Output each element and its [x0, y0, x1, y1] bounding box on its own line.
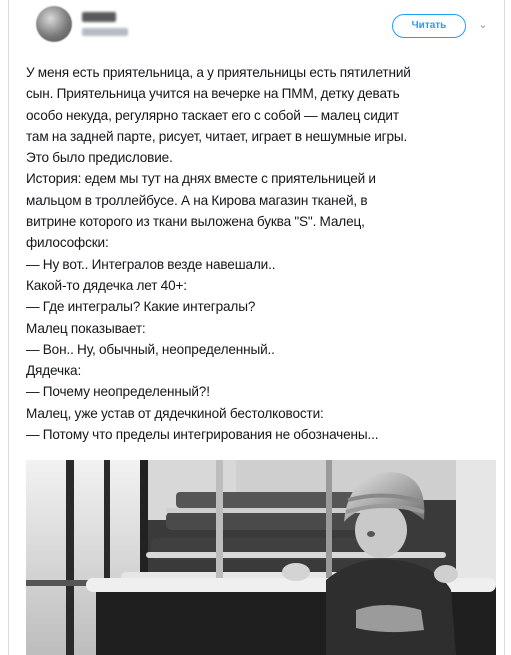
bus-photo-illustration: [26, 460, 496, 655]
author-name[interactable]: [82, 12, 116, 22]
tweet-line: сын. Приятельница учится на вечерке на ПММ, детку девать: [26, 86, 400, 102]
tweet-line: — Ну вот.. Интегралов везде навешали..: [26, 256, 276, 272]
tweet-line: философски:: [26, 235, 109, 251]
tweet-line: мальцом в троллейбусе. А на Кирова магазин тканей, в: [26, 192, 368, 208]
tweet-line: Малец показывает:: [26, 320, 146, 336]
tweet-line: История: едем мы тут на днях вместе с приятельницей и: [26, 171, 376, 187]
follow-button[interactable]: Читать: [392, 14, 466, 38]
tweet-line: Дядечка:: [26, 363, 82, 379]
tweet-line: Это было предисловие.: [26, 150, 173, 166]
tweet-line: — Почему неопределенный?!: [26, 384, 210, 400]
tweet-line: Какой-то дядечка лет 40+:: [26, 277, 187, 293]
tweet-line: — Вон.. Ну, обычный, неопределенный..: [26, 341, 275, 357]
tweet-header: [36, 6, 496, 46]
tweet-line: особо некуда, регулярно таскает его с собой — малец сидит: [26, 107, 399, 123]
tweet-line: У меня есть приятельница, а у приятельницы есть пятилетний: [26, 65, 411, 80]
tweet-line: витрине которого из ткани выложена буква "S". Малец,: [26, 214, 365, 230]
tweet-line: — Где интегралы? Какие интегралы?: [26, 299, 256, 315]
tweet-line: там на задней парте, рисует, читает, играет в нешумные игры.: [26, 128, 408, 144]
avatar[interactable]: [36, 6, 72, 42]
author-handle[interactable]: [82, 28, 128, 36]
tweet-photo[interactable]: [26, 460, 496, 655]
chevron-down-icon[interactable]: ⌄: [478, 19, 488, 31]
tweet-line: — Потому что пределы интегрирования не обозначены...: [26, 427, 379, 443]
tweet-line: Малец, уже устав от дядечкиной бестолковости:: [26, 405, 324, 421]
tweet-text: [26, 62, 498, 445]
